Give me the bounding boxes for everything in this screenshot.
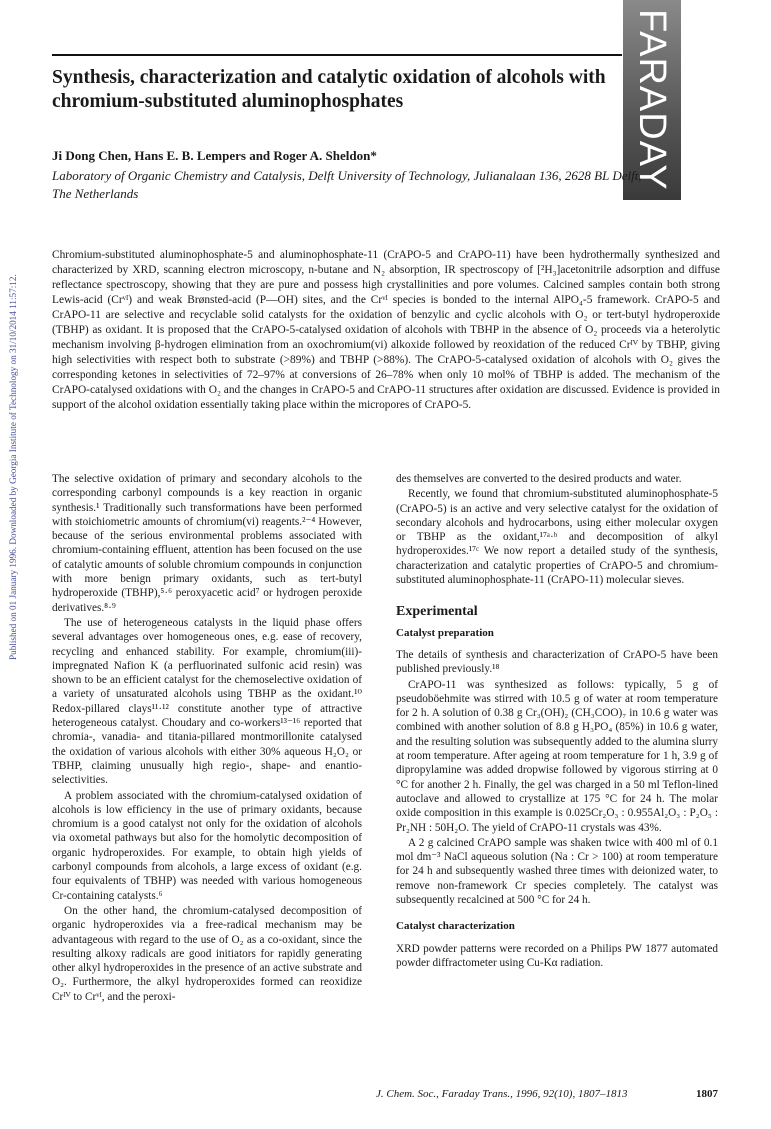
subsection-heading-catalyst-characterization: Catalyst characterization	[396, 920, 515, 933]
affiliation: Laboratory of Organic Chemistry and Catalysis, Delft University of Technology, Julianalaan 136, 2628 BL Delft, The Netherlands	[52, 168, 642, 201]
body-paragraph: On the other hand, the chromium-catalysed decomposition of organic hydroperoxides via a free-radical mechanism may be advantageous with regard to the use of O₂ as a co-oxidant, since the resulting alkoxy radicals are good initiators for rapidly generating other alkyl hydroperoxides in the presence of an active substrate and O₂. Furthermore, the alkyl hydroperoxides formed can reoxidize Crᴵⱽ to Crᵛᴵ, and the peroxi-	[52, 904, 362, 1003]
article-title: Synthesis, characterization and catalytic oxidation of alcohols with chromium-substituted aluminophosphates	[52, 67, 606, 112]
download-watermark: Published on 01 January 1996. Downloaded by Georgia Institute of Technology on 31/10/2014 11:57:12.	[8, 274, 18, 660]
page-number: 1807	[696, 1088, 718, 1100]
body-paragraph: Recently, we found that chromium-substituted aluminophosphate-5 (CrAPO-5) is an active and very selective catalyst for the oxidation of secondary alcohols and hydrocarbons, using either molecular oxygen or TBHP as the oxidant,¹⁷ᵃ·ᵇ and decomposition of alkyl hydroperoxides.¹⁷ᶜ We now report a detailed study of the synthesis, characterization and catalytic properties of CrAPO-5 and chromium-substituted aluminophosphate-11 (CrAPO-11) molecular sieves.	[396, 488, 718, 587]
left-column	[52, 472, 362, 1005]
right-column	[396, 472, 718, 971]
body-paragraph: A problem associated with the chromium-catalysed oxidation of alcohols is low efficiency in the use of primary oxidants, because chromium is a good catalyst not only for the oxidation of alcohols via oxometal pathways but also for the homolytic decomposition of organic hydroperoxides. For example, to obtain high yields of carbonyl compounds from alcohols, a large excess of oxidant (e.g. four equivalents of TBHP) was needed with various homogeneous Cr-containing catalysts.⁶	[52, 789, 362, 902]
body-paragraph: XRD powder patterns were recorded on a Philips PW 1877 automated powder diffractometer using Cu-Kα radiation.	[396, 942, 718, 969]
body-paragraph: CrAPO-11 was synthesized as follows: typically, 5 g of pseudoböehmite was stirred with 10.5 g of water at room temperature for 2 h. A solution of 0.38 g Cr₃(OH)₂ (CH₃COO)₇ in 10.6 g water was combined with another solution of 8.8 g H₃PO₄ (85%) in 10.6 g water, and the resulting solution was subsequently added to the alumina slurry at room temperature. After ageing at room temperature for 1 h, 3.9 g of dipropylamine was added dropwise followed by vigorous stirring at 0 °C for another 2 h. Finally, the gel was charged in a 50 ml Teflon-lined autoclave and allowed to crystallize at 175 °C for 24 h. The molar oxide composition in this example is 0.025Cr₂O₃ : 0.955Al₂O₃ : P₂O₅ : Pr₂NH : 50H₂O. The yield of CrAPO-11 crystals was 43%.	[396, 678, 718, 834]
journal-tab-label: FARADAY	[631, 9, 673, 191]
section-heading-experimental: Experimental	[396, 604, 478, 620]
body-paragraph: des themselves are converted to the desired products and water.	[396, 473, 682, 485]
abstract: Chromium-substituted aluminophosphate-5 and aluminophosphate-11 (CrAPO-5 and CrAPO-11) have been hydrothermally synthesized and characterized by XRD, scanning electron microscopy, n-butane and N₂ absorption, IR spectroscopy of [²H₃]acetonitrile adsorption and diffuse reflectance spectroscopy, showing that they are pure and possess high crystallinities and pore volumes. Calcined samples contain both strong Lewis-acid (Crᵛᴵ) and weak Brønsted-acid (P—OH) sites, and the Crᵛᴵ species is bonded to the internal AlPO₄-5 framework. CrAPO-5 and CrAPO-11 are selective and recyclable solid catalysts for the oxidation of benzylic and cyclic alcohols with O₂ or tert-butyl hydroperoxide (TBHP) as oxidant. It is proposed that the CrAPO-5-catalysed oxidation of alcohols with TBHP in the absence of O₂ proceeds via a heterolytic mechanism involving β-hydrogen elimination from an oxochromium(vi) alkoxide followed by reoxidation of the reduced Crᴵⱽ by TBHP, giving high selectivities with respect both to substrate (>89%) and TBHP (>88%). The CrAPO-5-catalysed oxidation of alcohols with O₂ gives the corresponding ketones in selectivities of 72–97% at conversions of 26–78% when only 10 mol% of TBHP is added. The mechanism of the CrAPO-catalysed oxidations with O₂ and the changes in CrAPO-5 and CrAPO-11 structures after oxidation are discussed. Evidence is provided in support of the alcohol oxidation essentially taking place within the micropores of CrAPO-5.	[52, 249, 720, 412]
body-paragraph: The details of synthesis and characterization of CrAPO-5 have been published previously.¹⁸	[396, 648, 718, 676]
page-footer	[376, 1088, 718, 1100]
author-list: Ji Dong Chen, Hans E. B. Lempers and Roger A. Sheldon*	[52, 148, 377, 163]
subsection-heading-catalyst-preparation: Catalyst preparation	[396, 626, 494, 639]
journal-citation: J. Chem. Soc., Faraday Trans., 1996, 92(10), 1807–1813	[376, 1088, 628, 1100]
header-rule	[52, 54, 622, 56]
body-paragraph: The use of heterogeneous catalysts in the liquid phase offers several advantages over homogeneous ones, e.g. ease of recovery, recycling and enhanced stability. For example, chromium(iii)-impregnated Nafion K (a perfluorinated sulfonic acid resin) was shown to be an efficient catalyst for the chemoselective oxidation of a variety of unsaturated alcohols using TBHP as the oxidant.¹⁰ Redox-pillared clays¹¹·¹² constitute another type of attractive heterogeneous catalyst. Choudary and co-workers¹³⁻¹⁶ reported that chromia-, vanadia- and titania-pillared montmorillonite catalysed the oxidation of various alcohols with either 30% aqueous H₂O₂ or TBHP, claiming unusually high regio-, shape- and enantio-selectivities.	[52, 616, 362, 787]
body-paragraph: A 2 g calcined CrAPO sample was shaken twice with 400 ml of 0.1 mol dm⁻³ NaCl aqueous solution (Na : Cr > 100) at room temperature for 24 h and subsequently washed three times with deionized water, to remove non-framework Cr species completely. The catalyst was subsequently recalcined at 500 °C for 24 h.	[396, 836, 718, 907]
body-paragraph: The selective oxidation of primary and secondary alcohols to the corresponding carbonyl compounds is a key reaction in organic synthesis.¹ Traditionally such transformations have been performed with stoichiometric amounts of chromium(vi) reagents.²⁻⁴ However, because of the serious environmental problems associated with chromium-containing effluent, attention has been focused on the use of catalytic amounts of soluble chromium compounds in conjunction with more benign primary oxidants, such as tert-butyl hydroperoxide (TBHP),⁵·⁶ peroxyacetic acid⁷ or hydrogen peroxide derivatives.⁸·⁹	[52, 473, 362, 614]
